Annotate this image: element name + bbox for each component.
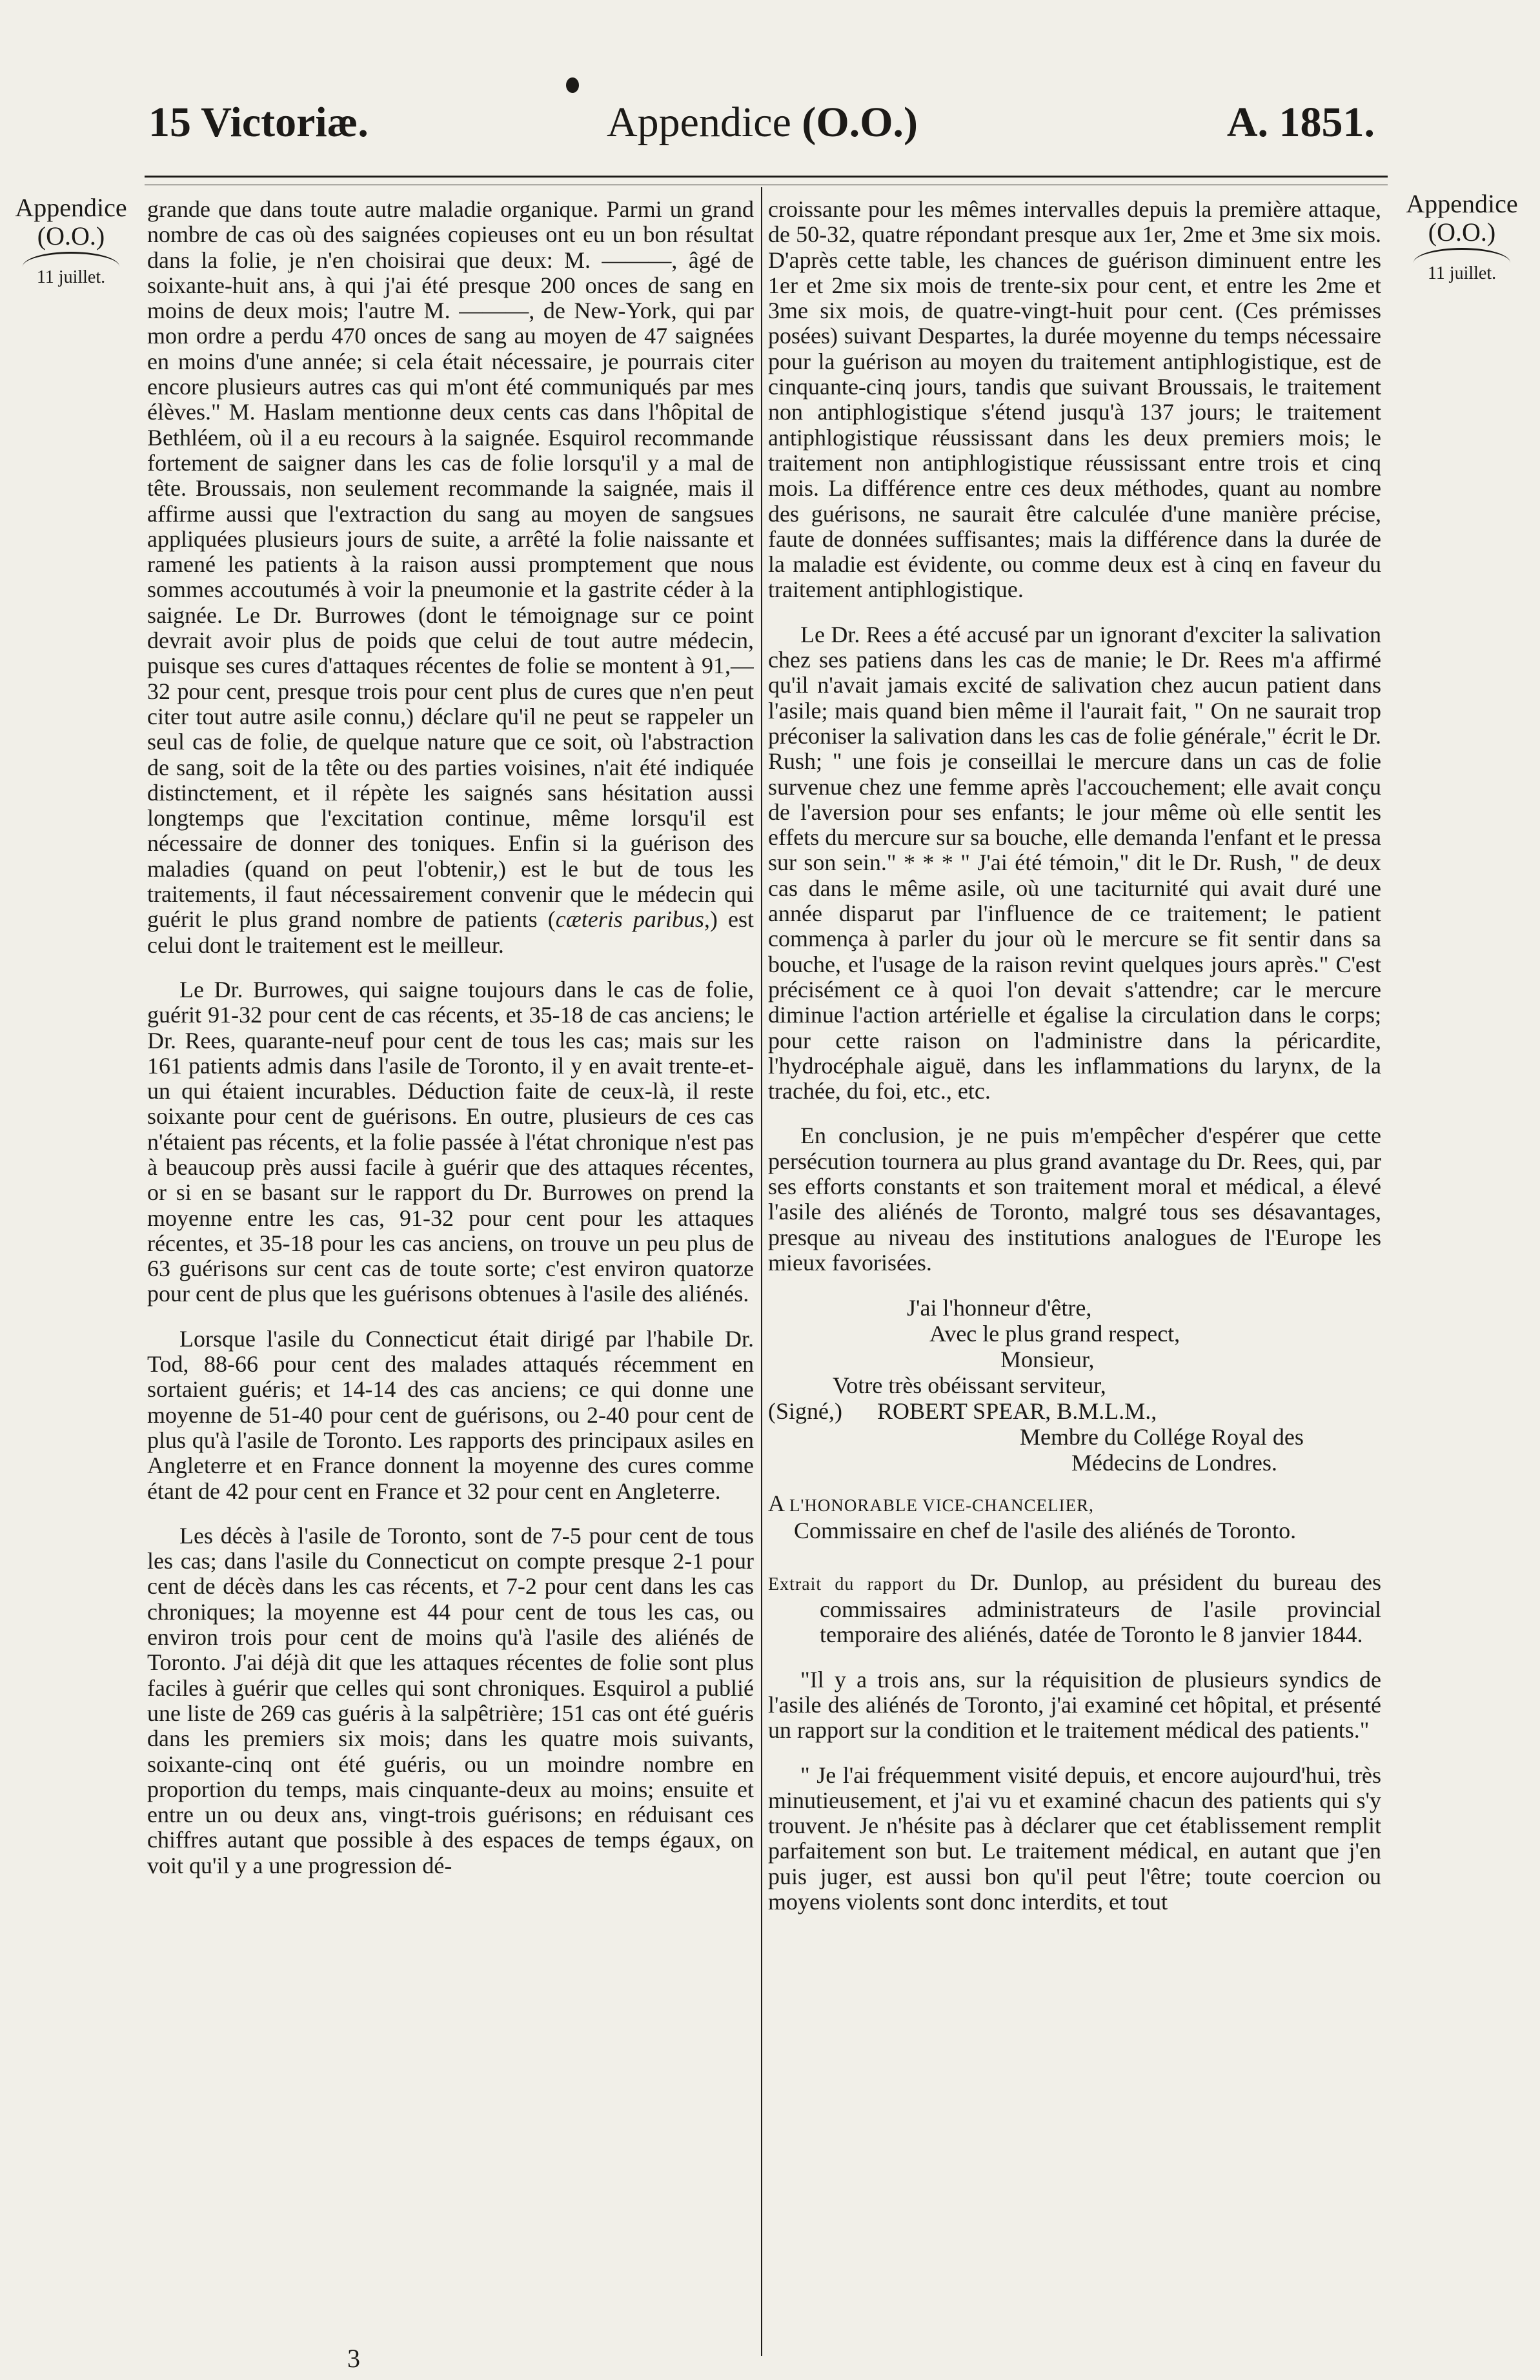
text-column-right — [768, 197, 1381, 2353]
signed-mark: (Signé,) — [768, 1398, 842, 1425]
margin-note-date: 11 juillet. — [1427, 263, 1497, 283]
extract-label: Extrait du rapport du — [768, 1574, 957, 1594]
signatory-title: Membre du Collége Royal des — [1020, 1424, 1304, 1450]
header-year: A. 1851. — [1226, 99, 1375, 146]
paragraph: Le Dr. Burrowes, qui saigne toujours dans le cas de folie, guérit 91-32 pour cent de cas récents, et 35-18 de cas anciens; le Dr. Rees, quarante-neuf pour cent de tous les cas; mais sur les 161 patients admis dans l'asile de Toronto, il y en avait trente-et-un qui étaient incurables. Déduction faite de ceux-là, il reste soixante pour cent de guérisons. En outre, plusieurs de ces cas n'étaient pas récents, et la folie passée à l'état chronique n'est pas à beaucoup près aussi facile à guérir que des attaques récentes, or si en se basant sur le rapport du Dr. Burrowes on prend la moyenne entre les cas, 91-32 pour cent pour les attaques récentes, et 35-18 pour les cas anciens, on trouve un peu plus de 63 guérisons sur cent cas de toute sorte; c'est environ quatorze pour cent de plus que les guérisons obtenues à l'asile des aliénés. — [147, 976, 754, 1307]
margin-note-date: 11 juillet. — [36, 267, 106, 287]
running-header — [148, 90, 1375, 161]
brace-mark — [23, 252, 119, 267]
column-divider — [761, 187, 762, 2356]
addressee-line — [768, 1491, 1381, 1518]
signature-block — [768, 1295, 1381, 1476]
closing-line: J'ai l'honneur d'être, — [907, 1295, 1092, 1321]
latin-phrase: cæteris paribus, — [555, 906, 710, 933]
addressee-block — [768, 1491, 1381, 1544]
paragraph: croissante pour les mêmes intervalles depuis la première attaque, de 50-32, quatre répondant presque aux 1er, 2me et 3me six mois. D'après cette table, les chances de guérison diminuent entre les 1er et 2me six mois de trente-six pour cent, et entre les 2me et 3me six mois, de quatre-vingt-huit pour cent. (Ces prémisses posées) suivant Despartes, la durée moyenne du temps nécessaire pour la guérison au moyen du traitement antiphlogistique, est de cinquante-cinq jours, tandis que suivant Broussais, le traitement non antiphlogistique s'étend jusqu'à 137 jours; le traitement antiphlogistique réussissant dans les deux premiers mois; le traitement non antiphlogistique réussissant entre trois et cinq mois. La différence entre ces deux méthodes, quant au nombre des guérisons, ne saurait être calculée d'une manière précise, faute de données suffisantes; mais la différence dans la durée de la maladie est évidente, ou comme deux est à cinq en faveur du traitement antiphlogistique. — [768, 197, 1381, 603]
extract-heading-text: Dr. Dunlop, au président du bureau des commissaires administrateurs de l'asile provincial temporaire des aliénés, datée de Toronto le 8 janvier 1844. — [820, 1569, 1381, 1648]
closing-line: Votre très obéissant serviteur, — [833, 1372, 1106, 1399]
paragraph: Le Dr. Rees a été accusé par un ignorant d'exciter la salivation chez ses patiens dans les cas de manie; le Dr. Rees m'a affirmé qu'il n'avait jamais excité de salivation chez aucun patient dans l'asile; mais quand bien même il l'aurait fait, " On ne saurait trop préconiser la salivation dans les cas de folie générale," écrit le Dr. Rush; " une fois je conseillai le mercure dans un cas de folie survenue chez une femme après l'accouchement; elle avait conçu de l'aversion pour ses enfants; le jour même où elle sentit les effets du mercure sur sa bouche, elle demanda l'enfant et le pressa sur son sein." * * * " J'ai été témoin," dit le Dr. Rush, " de deux cas dans le même asile, où une taciturnité qui avait duré une année disparut par l'influence de ce traitement; le patient commença à parler du jour où le mercure se fit sentir dans sa bouche, et l'usage de la raison revint quelques jours après." C'est précisément ce à quoi l'on devait s'attendre; car le mercure diminue l'action artérielle et égalise la circulation dans le corps; pour cette raison on l'administre dans la péricardite, l'hydrocéphale aiguë, dans les inflammations du larynx, de la trachée, du foi, etc., etc. — [768, 621, 1381, 1104]
header-session: 15 Victoriæ. — [148, 99, 369, 146]
page-number: 3 — [347, 2344, 360, 2373]
signatory-line — [768, 1398, 1381, 1424]
margin-note-label: Appendice — [15, 193, 127, 222]
margin-note-code: (O.O.) — [37, 221, 105, 250]
header-appendix-label: Appendice — [607, 99, 791, 146]
margin-note-right — [1394, 190, 1530, 285]
signatory-title: Médecins de Londres. — [1071, 1450, 1277, 1476]
extract-heading — [768, 1570, 1381, 1648]
paragraph: Les décès à l'asile de Toronto, sont de 7-5 pour cent de tous les cas; dans l'asile du Connecticut on compte presque 2-1 pour cent de décès dans les cas récents, et 7-2 pour cent dans les cas chroniques; la moyenne est 44 pour cent de tous les cas, ou environ trois pour cent de moins qu'à l'asile des aliénés de Toronto. J'ai déjà dit que les attaques récentes de folie sont plus faciles à guérir que celles qui sont chroniques. Esquirol a publié une liste de 269 cas guéris à la salpêtrière; 151 cas ont été guéris dans les premiers six mois; dans les quatre mois suivants, soixante-cinq ont été guéris, ou un moindre nombre en proportion du temps, mais cinquante-deux au moins; ensuite et entre un ou deux ans, vingt-trois guérisons; en réduisant ces chiffres autant que possible à des espaces de temps égaux, on voit qu'il y a une progression dé- — [147, 1522, 754, 1878]
paragraph: Lorsque l'asile du Connecticut était dirigé par l'habile Dr. Tod, 88-66 pour cent des malades attaqués récemment en sortaient guéris; et 14-14 des cas anciens; ce qui donne une moyenne de 51-40 pour cent de guérisons, ou 2-40 pour cent de plus qu'à l'asile de Toronto. Les rapports des principaux asiles en Angleterre et en France donnent la moyenne des cures comme étant de 42 pour cent en France et 32 pour cent en Angleterre. — [147, 1325, 754, 1504]
margin-note-left — [6, 194, 136, 289]
header-appendix-code: (O.O.) — [802, 99, 918, 146]
closing-line: Monsieur, — [1000, 1347, 1095, 1373]
signatory-name: ROBERT SPEAR, B.M.L.M., — [876, 1398, 1157, 1425]
margin-note-label: Appendice — [1406, 189, 1518, 218]
text-column-left — [147, 197, 754, 2353]
paragraph — [147, 197, 754, 958]
header-rule — [145, 176, 1388, 178]
paragraph-text: grande que dans toute autre maladie organique. Parmi un grand nombre de cas où des saignées copieuses ont eu un bon résultat dans la folie, je n'en choisirai que deux: M. ———, âgé de soixante-huit ans, à qui j'ai été presque 200 onces de sang en moins de deux mois; l'autre M. ———, de New-York, qui par mon ordre a perdu 470 onces de sang au moyen de 47 saignées en moins d'une année; si cela était nécessaire, je pourrais citer encore plusieurs autres cas qui m'ont été communiqués par mes élèves." M. Haslam mentionne deux cents cas dans l'hôpital de Bethléem, où il a eu recours à la saignée. Esquirol recommande fortement de saigner dans les cas de folie lorsqu'il y a mal de tête. Broussais, non seulement recommande la saignée, mais il affirme aussi que l'extraction du sang au moyen de sangsues appliquées plusieurs jours de suite, a arrêté la folie naissante et ramené les patients à la raison aussi promptement que nous sommes accoutumés à voir la pneumonie et la gastrite céder à la saignée. Le Dr. Burrowes (dont le témoignage sur ce point devrait avoir plus de poids que celui de tout autre médecin, puisque ses cures d'attaques récentes de folie se montent à 91,—32 pour cent, presque trois pour cent plus de cures que n'en peut citer tout autre asile connu,) déclare qu'il ne peut se rappeler un seul cas de folie, de quelque nature que ce soit, où l'abstraction de sang, soit de la tête ou des parties voisines, n'ait été indiquée distinctement, et il répète les saignés sans hésitation aussi longtemps que l'excitation continue, même lorsqu'il est nécessaire de donner des toniques. Enfin si la guérison des maladies (quand on peut l'obtenir,) est le but de tous les traitements, il faut nécessairement convenir que le médecin qui guérit le plus grand nombre de patients ( — [147, 197, 754, 933]
addressee-role: Commissaire en chef de l'asile des aliénés de Toronto. — [794, 1518, 1297, 1544]
paragraph: En conclusion, je ne puis m'empêcher d'espérer que cette persécution tournera au plus grand avantage du Dr. Rees, qui, par ses efforts constants et son traitement moral et médical, a élevé l'asile des aliénés de Toronto, malgré tous ses désavantages, presque au niveau des institutions analogues de l'Europe les mieux favorisées. — [768, 1123, 1381, 1276]
header-appendix — [607, 90, 918, 155]
paragraph: " Je l'ai fréquemment visité depuis, et encore aujourd'hui, très minutieusement, et j'ai vu et examiné chacun des patients qui s'y trouvent. Je n'hésite pas à déclarer que cet établissement remplit parfaitement son but. Le traitement médical, en autant que j'en puis juger, est aussi bon qu'il peut l'être; toute coercion ou moyens violents sont donc interdits, et tout — [768, 1762, 1381, 1915]
closing-line: Avec le plus grand respect, — [929, 1321, 1180, 1347]
addressee-prefix: A — [768, 1490, 784, 1517]
paragraph-text-end: ) est celui dont le traitement est le meilleur. — [147, 906, 754, 958]
ink-dot — [566, 77, 579, 93]
margin-note-code: (O.O.) — [1428, 218, 1496, 247]
addressee-title: L'HONORABLE VICE-CHANCELIER, — [789, 1496, 1094, 1516]
brace-mark — [1413, 248, 1510, 263]
paragraph: "Il y a trois ans, sur la réquisition de plusieurs syndics de l'asile des aliénés de Toronto, j'ai examiné cet hôpital, et présenté un rapport sur la condition et le traitement médical des patients." — [768, 1666, 1381, 1744]
